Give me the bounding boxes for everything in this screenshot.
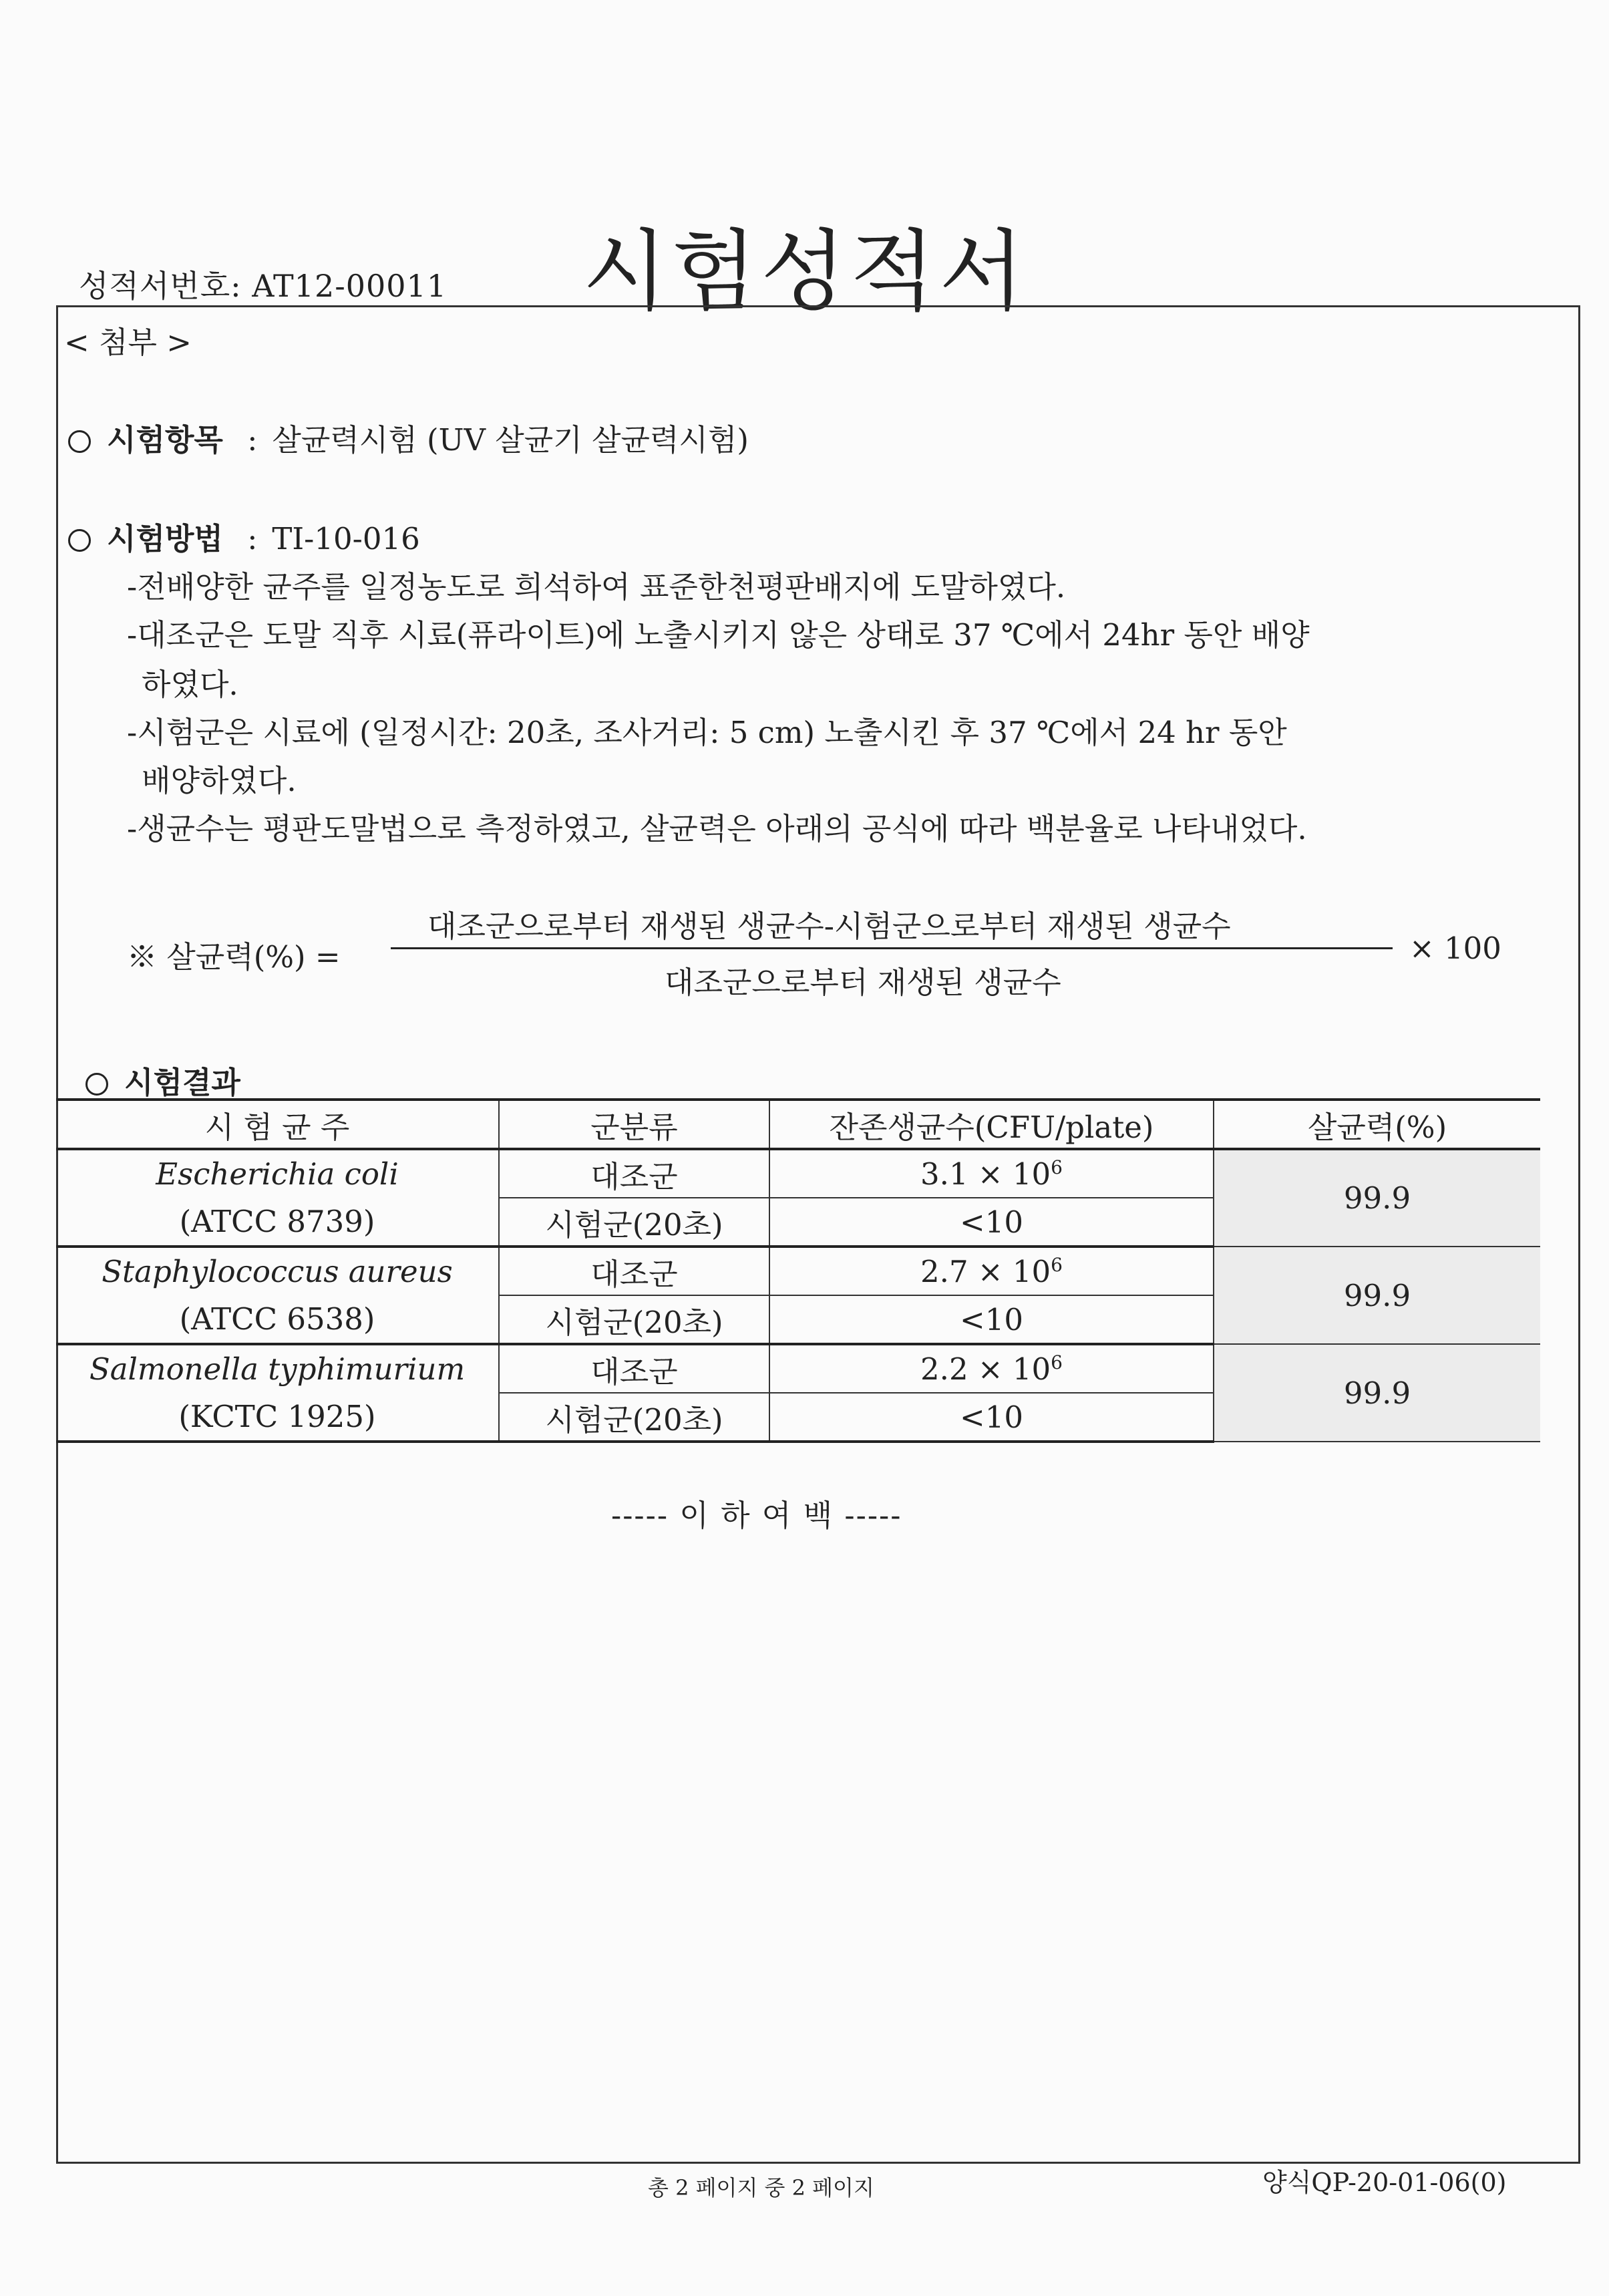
group-label: 대조군	[499, 1247, 769, 1295]
method-line: 하였다.	[142, 667, 238, 702]
formula-numerator: 대조군으로부터 재생된 생균수-시험군으로부터 재생된 생균수	[427, 909, 1231, 944]
count-value: $2.7 \times 10^6$	[769, 1247, 1214, 1295]
test-item-label: 시험항목	[107, 422, 223, 458]
count-value: <10	[769, 1295, 1214, 1344]
header-count: 잔존생균수(CFU/plate)	[769, 1100, 1214, 1149]
test-method-label: 시험방법	[107, 521, 223, 556]
kill-rate-value: 99.9	[1214, 1344, 1540, 1442]
bullet-circle-icon	[85, 1073, 108, 1096]
count-value: $3.1 \times 10^6$	[769, 1149, 1214, 1198]
attachment-label: < 첨부 >	[64, 325, 192, 360]
results-heading	[85, 1058, 240, 1102]
strain-name: Staphylococcus aureus	[56, 1247, 499, 1295]
report-number: 성적서번호: AT12-00011	[79, 268, 448, 304]
method-line: -전배양한 균주를 일정농도로 희석하여 표준한천평판배지에 도말하였다.	[127, 569, 1066, 605]
test-method-sep: :	[247, 521, 258, 556]
results-table	[56, 1098, 1540, 1443]
fraction-bar	[391, 947, 1393, 949]
formula-denominator: 대조군으로부터 재생된 생균수	[665, 965, 1061, 1000]
group-label: 시험군(20초)	[499, 1295, 769, 1344]
method-line: -시험군은 시료에 (일정시간: 20초, 조사거리: 5 cm) 노출시킨 후 37 ℃에서 24 hr 동안	[127, 715, 1287, 750]
kill-rate-value: 99.9	[1214, 1247, 1540, 1344]
table-header-row	[56, 1100, 1540, 1149]
header-group: 군분류	[499, 1100, 769, 1149]
formula-multiplier: × 100	[1409, 931, 1501, 966]
form-code: 양식QP-20-01-06(0)	[1262, 2168, 1507, 2197]
table-row	[56, 1344, 1540, 1393]
formula-lhs: ※ 살균력(%) =	[127, 939, 341, 975]
results-label: 시험결과	[124, 1065, 240, 1100]
page-indicator: 총 2 페이지 중 2 페이지	[648, 2175, 874, 2200]
test-item-value: 살균력시험 (UV 살균기 살균력시험)	[272, 422, 749, 458]
document-title: 시험성적서	[582, 220, 1029, 323]
strain-id: (ATCC 6538)	[56, 1295, 499, 1344]
group-label: 대조군	[499, 1344, 769, 1393]
group-label: 대조군	[499, 1149, 769, 1198]
bullet-circle-icon	[68, 529, 91, 552]
header-strain: 시 험 균 주	[56, 1100, 499, 1149]
table-row	[56, 1149, 1540, 1198]
strain-name: Salmonella typhimurium	[56, 1344, 499, 1393]
strain-id: (KCTC 1925)	[56, 1393, 499, 1442]
test-item-sep: :	[247, 422, 258, 458]
test-item-row	[68, 416, 749, 459]
group-label: 시험군(20초)	[499, 1393, 769, 1442]
strain-id: (ATCC 8739)	[56, 1198, 499, 1247]
group-label: 시험군(20초)	[499, 1198, 769, 1247]
method-line: -대조군은 도말 직후 시료(퓨라이트)에 노출시키지 않은 상태로 37 ℃에서 24hr 동안 배양	[127, 617, 1310, 653]
count-value: <10	[769, 1393, 1214, 1442]
strain-name: Escherichia coli	[56, 1149, 499, 1198]
bullet-circle-icon	[68, 430, 91, 453]
test-method-value: TI-10-016	[272, 521, 420, 556]
test-method-row	[68, 514, 420, 558]
kill-rate-value: 99.9	[1214, 1149, 1540, 1247]
count-value: $2.2 \times 10^6$	[769, 1344, 1214, 1393]
header-kill-rate: 살균력(%)	[1214, 1100, 1540, 1149]
method-line: -생균수는 평판도말법으로 측정하였고, 살균력은 아래의 공식에 따라 백분율로 나타내었다.	[127, 811, 1307, 846]
end-of-content-mark: ----- 이 하 여 백 -----	[611, 1498, 902, 1533]
method-line: 배양하였다.	[142, 763, 297, 798]
count-value: <10	[769, 1198, 1214, 1247]
table-row	[56, 1247, 1540, 1295]
